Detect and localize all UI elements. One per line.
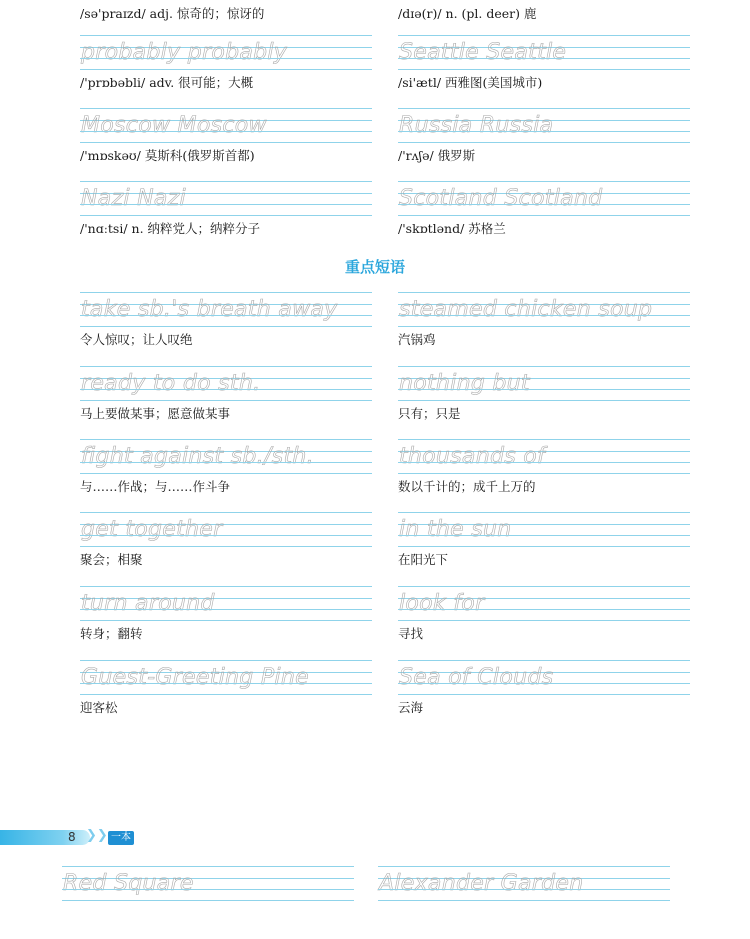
phrase-entry	[80, 512, 372, 585]
phrase-entry	[398, 292, 690, 365]
chevron-right-icon: ❯❯	[86, 828, 108, 843]
phrase-entry	[80, 292, 372, 365]
phrase-entry	[398, 439, 690, 512]
trace-phrase: in the sun	[399, 517, 512, 542]
footer-bar	[0, 830, 90, 845]
word-meaning: /'skɒtlənd/ 苏格兰	[398, 221, 506, 236]
phrase-meaning: 寻找	[398, 626, 424, 641]
vocab-entry	[398, 35, 690, 108]
phrase-entry	[80, 439, 372, 512]
phrase-meaning: 马上要做某事；愿意做某事	[80, 406, 231, 421]
meaning-surprised: /sə'praɪzd/ adj. 惊奇的；惊讶的	[80, 6, 265, 21]
phrase-meaning: 令人惊叹；让人叹绝	[80, 332, 193, 347]
writing-lines	[398, 35, 690, 70]
phrase-entry	[398, 512, 690, 585]
writing-lines	[398, 586, 690, 621]
trace-phrase: steamed chicken soup	[399, 297, 653, 322]
writing-lines	[80, 108, 372, 143]
phrase-meaning: 转身；翻转	[80, 626, 143, 641]
trace-word: Nazi Nazi	[81, 186, 186, 211]
trace-word: Red Square	[63, 871, 194, 896]
writing-lines	[398, 660, 690, 695]
trace-phrase: ready to do sth.	[81, 371, 261, 396]
phrase-entry	[398, 366, 690, 439]
book-logo-badge: 一本	[108, 831, 134, 845]
phrase-entry	[80, 660, 372, 733]
vocab-entry	[378, 866, 670, 939]
word-meaning: /'mɒskəʊ/ 莫斯科(俄罗斯首都)	[80, 148, 255, 163]
writing-lines	[378, 866, 670, 901]
trace-phrase: take sb.'s breath away	[81, 297, 338, 322]
trace-phrase: look for	[399, 591, 485, 616]
phrase-meaning: 聚会；相聚	[80, 552, 143, 567]
writing-lines	[398, 108, 690, 143]
vocab-entry	[398, 181, 690, 254]
trace-phrase: turn around	[81, 591, 215, 616]
phrase-meaning: 数以千计的；成千上万的	[398, 479, 536, 494]
vocab-entry	[80, 108, 372, 181]
word-meaning: /'nɑːtsi/ n. 纳粹党人；纳粹分子	[80, 221, 261, 236]
writing-lines	[398, 366, 690, 401]
writing-lines	[80, 35, 372, 70]
phrase-entry	[80, 366, 372, 439]
writing-lines	[62, 866, 354, 901]
trace-word: probably probably	[81, 40, 288, 65]
vocab-entry	[80, 181, 372, 254]
vocab-entry	[80, 35, 372, 108]
writing-lines	[398, 181, 690, 216]
writing-lines	[398, 512, 690, 547]
phrase-meaning: 在阳光下	[398, 552, 449, 567]
writing-lines	[398, 292, 690, 327]
word-meaning: /'rʌʃə/ 俄罗斯	[398, 148, 476, 163]
meaning-deer: /dɪə(r)/ n. (pl. deer) 鹿	[398, 6, 537, 21]
vocab-entry	[398, 108, 690, 181]
phrase-meaning: 迎客松	[80, 700, 118, 715]
writing-lines	[80, 439, 372, 474]
phrase-entry	[80, 586, 372, 659]
word-meaning: /'prɒbəbli/ adv. 很可能；大概	[80, 75, 254, 90]
writing-lines	[80, 366, 372, 401]
trace-word: Seattle Seattle	[399, 40, 567, 65]
writing-lines	[398, 439, 690, 474]
trace-word: Alexander Garden	[379, 871, 584, 896]
trace-word: Scotland Scotland	[399, 186, 603, 211]
section-title-key-phrases: 重点短语	[344, 258, 405, 276]
word-meaning: /si'ætl/ 西雅图(美国城市)	[398, 75, 543, 90]
trace-phrase: fight against sb./sth.	[81, 444, 314, 469]
phrase-meaning: 云海	[398, 700, 424, 715]
trace-word: Moscow Moscow	[81, 113, 267, 138]
writing-lines	[80, 512, 372, 547]
trace-phrase: Guest-Greeting Pine	[81, 665, 309, 690]
trace-word: Russia Russia	[399, 113, 554, 138]
page-number: 8	[68, 830, 76, 844]
phrase-entry	[398, 586, 690, 659]
phrase-meaning: 只有；只是	[398, 406, 461, 421]
trace-phrase: get together	[81, 517, 223, 542]
trace-phrase: nothing but	[399, 371, 530, 396]
writing-lines	[80, 660, 372, 695]
trace-phrase: thousands of	[399, 444, 546, 469]
trace-phrase: Sea of Clouds	[399, 665, 554, 690]
vocab-entry	[62, 866, 354, 939]
writing-lines	[80, 292, 372, 327]
phrase-meaning: 与……作战；与……作斗争	[80, 479, 231, 494]
writing-lines	[80, 586, 372, 621]
phrase-entry	[398, 660, 690, 733]
writing-lines	[80, 181, 372, 216]
phrase-meaning: 汽锅鸡	[398, 332, 436, 347]
